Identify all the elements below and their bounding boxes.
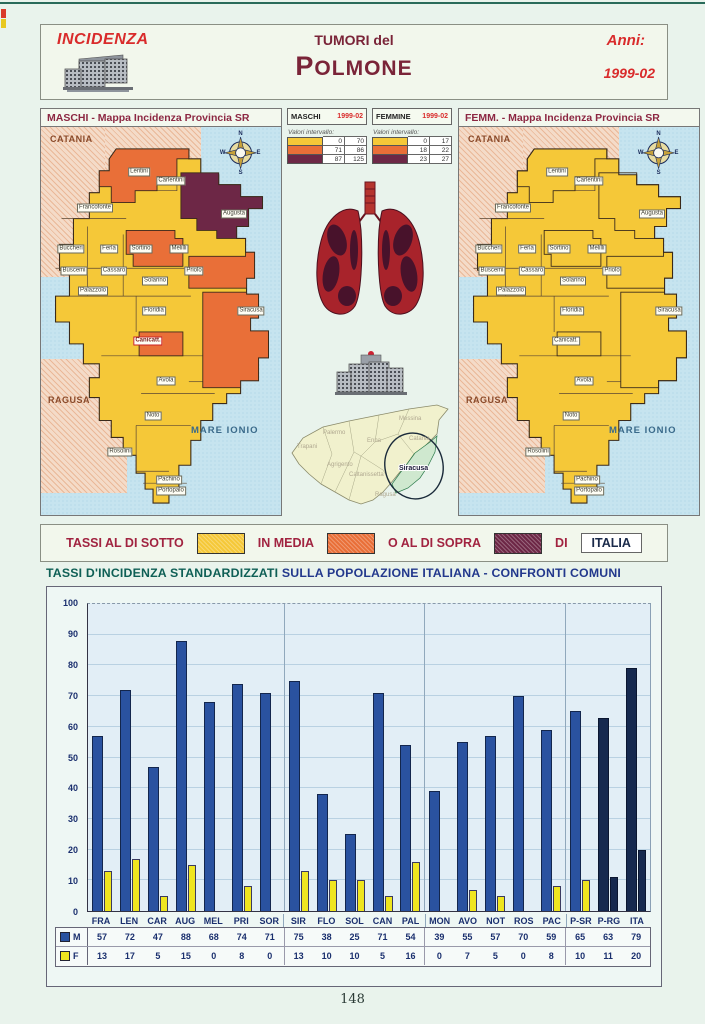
value-F-FLO: 10: [321, 951, 332, 961]
x-label-CAR: CAR: [147, 916, 167, 926]
map-label-Melilli: Melilli: [589, 245, 605, 252]
y-tick-label: 0: [72, 907, 78, 917]
bar-group-FRA: [88, 604, 116, 911]
bar-m-CAN: [373, 693, 384, 911]
bar-group-CAR: [144, 604, 172, 911]
x-label-P-SR: P-SR: [570, 916, 592, 926]
interval-min: 0: [408, 136, 430, 146]
value-F-CAR: 5: [155, 951, 161, 961]
catania-label: CATANIA: [468, 134, 511, 144]
map-label-Solarino: Solarino: [143, 277, 167, 284]
x-label-ROS: ROS: [513, 916, 534, 926]
y-axis: [47, 598, 83, 917]
bar-group-SOL: [341, 604, 369, 911]
legend-sopra-swatch: [494, 533, 542, 554]
bar-group-SIR: [285, 604, 313, 911]
x-label-CAN: CAN: [372, 916, 393, 926]
map-label-Buscemi: Buscemi: [62, 267, 86, 274]
x-label-LEN: LEN: [120, 916, 139, 926]
value-M-SOL: 25: [349, 932, 360, 942]
map-label-Ferla: Ferla: [102, 245, 116, 252]
interval-rows: [372, 137, 452, 164]
value-F-P-SR: 10: [575, 951, 586, 961]
value-F-PAL: 16: [396, 947, 425, 965]
value-M-AUG: 88: [180, 932, 191, 942]
interval-swatch: [372, 146, 408, 155]
femmine-map-header: FEMM. - Mappa Incidenza Provincia SR: [458, 108, 700, 127]
value-M-PAL: 54: [396, 928, 425, 946]
bar-f-P-SR: [582, 880, 590, 911]
interval-table-years: 1999-02: [422, 113, 448, 120]
map-label-Siracusa: Siracusa: [657, 307, 681, 314]
map-label-Portopalo: Portopalo: [158, 487, 184, 494]
bar-group-AUG: [172, 604, 200, 911]
sicily-locator-map: [287, 396, 453, 516]
bar-m-AVO: [457, 742, 468, 911]
svg-text:S: S: [238, 169, 243, 176]
map-label-Portopalo: Portopalo: [576, 487, 602, 494]
interval-swatch: [372, 137, 408, 146]
bar-group-LEN: [116, 604, 144, 911]
value-M-PRI: 74: [236, 932, 247, 942]
bar-m-ROS: [513, 696, 524, 911]
table-row-F: [56, 946, 650, 965]
maschi-map: [40, 127, 282, 516]
map-label-Siracusa: Siracusa: [239, 307, 263, 314]
svg-text:E: E: [256, 149, 261, 156]
map-label-Carlentini: Carlentini: [576, 177, 602, 184]
ragusa-label: RAGUSA: [48, 395, 91, 405]
legend-media-label: IN MEDIA: [257, 536, 314, 550]
bar-group-P-SR: [566, 604, 594, 911]
bar-m-MEL: [204, 702, 215, 911]
bar-m-SOR: [260, 693, 271, 911]
y-tick-label: 40: [67, 783, 78, 794]
map-label-Avola: Avola: [576, 377, 592, 384]
map-label-Lentini: Lentini: [130, 168, 148, 175]
value-M-ROS: 70: [518, 932, 529, 942]
page-title-line1: TUMORI del: [314, 32, 394, 48]
y-tick-label: 80: [67, 659, 78, 670]
valori-intervallo-label: Valori intervallo:: [373, 129, 420, 136]
maschi-map-header: MASCHI - Mappa Incidenza Provincia SR: [40, 108, 282, 127]
bar-group-AVO: [453, 604, 481, 911]
value-M-SIR: 75: [293, 932, 304, 942]
interval-swatch: [372, 155, 408, 164]
compass-rose: [638, 131, 679, 176]
bar-group-ITA: [622, 604, 650, 911]
sicily-label-Trapani: Trapani: [297, 444, 318, 450]
interval-row: [372, 155, 452, 164]
series-letter: M: [73, 932, 81, 942]
x-label-ITA: ITA: [629, 916, 644, 926]
svg-text:W: W: [219, 149, 226, 156]
x-label-NOT: NOT: [486, 916, 506, 926]
x-label-P-RG: P-RG: [597, 916, 621, 926]
chart-title: TASSI D'INCIDENZA STANDARDIZZATI SULLA POPOLAZIONE ITALIANA - CONFRONTI COMUNI: [46, 566, 622, 580]
bar-f-CAN: [385, 896, 393, 911]
map-label-Carlentini: Carlentini: [158, 177, 184, 184]
legend-sopra-label: O AL DI SOPRA: [387, 536, 482, 550]
legend-below-label: TASSI AL DI SOTTO: [66, 536, 184, 550]
bar-m-PAL: [400, 745, 411, 911]
bar-m-FLO: [317, 794, 328, 911]
bar-group-PAC: [537, 604, 566, 911]
bar-m-SIR: [289, 681, 300, 911]
interval-min: 23: [408, 154, 430, 164]
y-tick-label: 30: [67, 814, 78, 825]
table-legend-M: [56, 928, 88, 946]
bar-f-ITA: [638, 850, 646, 911]
value-F-SOR: 0: [256, 947, 285, 965]
interval-swatch: [287, 155, 323, 164]
value-F-MEL: 0: [211, 951, 217, 961]
map-label-Priolo: Priolo: [604, 267, 620, 274]
bar-group-ROS: [509, 604, 537, 911]
sicily-label-Catania: Catania: [409, 436, 430, 442]
map-label-Floridia: Floridia: [562, 307, 582, 314]
x-label-MON: MON: [429, 916, 451, 926]
value-F-MON: 0: [436, 951, 442, 961]
svg-text:N: N: [656, 130, 661, 137]
legend-square-M: [60, 932, 70, 942]
bar-group-P-RG: [594, 604, 622, 911]
value-M-P-SR: 65: [575, 932, 586, 942]
bar-m-PRI: [232, 684, 243, 911]
legend-media-swatch: [327, 533, 375, 554]
bar-f-LEN: [132, 859, 140, 911]
map-label-Francofonte: Francofonte: [78, 204, 112, 211]
y-tick-label: 60: [67, 721, 78, 732]
value-F-LEN: 17: [124, 951, 135, 961]
bar-group-FLO: [313, 604, 341, 911]
map-label-Buscemi: Buscemi: [480, 267, 504, 274]
bar-m-ITA: [626, 668, 637, 911]
bar-f-P-RG: [610, 877, 618, 911]
value-F-SIR: 13: [293, 951, 304, 961]
value-F-AUG: 15: [180, 951, 191, 961]
bar-f-PRI: [244, 886, 252, 911]
map-label-Ferla: Ferla: [520, 245, 534, 252]
interval-min: 87: [323, 154, 345, 164]
province-silhouette: [474, 149, 687, 503]
map-label-Augusta: Augusta: [640, 210, 664, 217]
x-label-SOL: SOL: [345, 916, 364, 926]
map-label-Sortino: Sortino: [549, 245, 569, 252]
value-F-CAN: 5: [380, 951, 386, 961]
legend-italia-box: ITALIA: [581, 533, 642, 553]
map-label-Buccheri: Buccheri: [477, 245, 501, 252]
plot-area: [87, 603, 651, 912]
value-F-ROS: 0: [520, 951, 526, 961]
lungs-illustration: [299, 178, 441, 340]
page-header: [40, 24, 668, 100]
x-label-AVO: AVO: [458, 916, 478, 926]
map-label-Sortino: Sortino: [131, 245, 151, 252]
x-label-MEL: MEL: [203, 916, 223, 926]
top-rule: [0, 2, 705, 4]
legend-below-swatch: [197, 533, 245, 554]
bar-group-PAL: [396, 604, 425, 911]
bar-m-SOL: [345, 834, 356, 911]
bar-f-SOL: [357, 880, 365, 911]
value-M-CAN: 71: [377, 932, 388, 942]
bar-f-NOT: [497, 896, 505, 911]
interval-max: 70: [345, 136, 367, 146]
map-label-Rosolini: Rosolini: [527, 448, 549, 455]
map-label-Buccheri: Buccheri: [59, 245, 83, 252]
value-F-ITA: 20: [631, 951, 642, 961]
x-label-PRI: PRI: [233, 916, 249, 926]
svg-text:S: S: [656, 169, 661, 176]
maschi-map-panel: [40, 108, 282, 516]
bar-group-NOT: [481, 604, 509, 911]
bar-group-PRI: [228, 604, 256, 911]
value-M-PAC: 59: [537, 928, 566, 946]
maschi-interval-table: [287, 108, 367, 164]
value-F-AVO: 7: [464, 951, 470, 961]
interval-table-title: FEMMINE: [376, 112, 411, 121]
map-label-Lentini: Lentini: [548, 168, 566, 175]
interval-table-title: MASCHI: [291, 112, 321, 121]
compass-rose: [220, 131, 261, 176]
x-label-PAC: PAC: [538, 914, 567, 929]
svg-text:N: N: [238, 130, 243, 137]
value-F-NOT: 5: [492, 951, 498, 961]
interval-min: 71: [323, 145, 345, 155]
value-M-NOT: 57: [490, 932, 501, 942]
interval-min: 0: [323, 136, 345, 146]
sicily-label-Messina: Messina: [399, 416, 422, 422]
x-label-SOR: SOR: [255, 914, 284, 929]
map-label-Avola: Avola: [158, 377, 174, 384]
table-legend-F: [56, 947, 88, 965]
interval-swatch: [287, 146, 323, 155]
years-label: Anni:: [606, 32, 645, 49]
interval-max: 17: [430, 136, 452, 146]
map-label-Pachino: Pachino: [576, 476, 598, 483]
mare-ionio-label: MARE IONIO: [609, 425, 677, 436]
value-M-P-RG: 63: [603, 932, 614, 942]
femmine-map: [458, 127, 700, 516]
value-M-FLO: 38: [321, 932, 332, 942]
y-tick-label: 10: [67, 876, 78, 887]
bar-f-AVO: [469, 890, 477, 911]
value-M-MEL: 68: [208, 932, 219, 942]
sicily-label-Caltanissetta: Caltanissetta: [349, 472, 384, 478]
legend-di-label: DI: [555, 536, 568, 550]
map-label-Pachino: Pachino: [158, 476, 180, 483]
bar-m-P-SR: [570, 711, 581, 911]
series-letter: F: [73, 951, 79, 961]
map-label-Palazzolo: Palazzolo: [497, 287, 525, 294]
legend-square-F: [60, 951, 70, 961]
y-tick-label: 20: [67, 845, 78, 856]
map-label-Noto: Noto: [146, 412, 160, 418]
sicily-label-Agrigento: Agrigento: [327, 462, 353, 468]
bar-m-CAR: [148, 767, 159, 911]
data-table: [55, 927, 651, 967]
bar-m-NOT: [485, 736, 496, 911]
bar-m-AUG: [176, 641, 187, 911]
bar-group-MON: [425, 604, 453, 911]
value-F-FRA: 13: [96, 951, 107, 961]
x-label-FRA: FRA: [91, 916, 111, 926]
registry-building-icon-small: [333, 350, 409, 396]
sicily-label-Enna: Enna: [367, 438, 382, 444]
bar-m-MON: [429, 791, 440, 911]
map-label-Rosolini: Rosolini: [109, 448, 131, 455]
registration-mark-red: [1, 9, 6, 18]
bar-f-FRA: [104, 871, 112, 911]
femmine-interval-table: [372, 108, 452, 164]
interval-max: 27: [430, 154, 452, 164]
map-label-Priolo: Priolo: [186, 267, 202, 274]
bar-f-AUG: [188, 865, 196, 911]
interval-table-years: 1999-02: [337, 113, 363, 120]
y-tick-label: 70: [67, 690, 78, 701]
value-F-PRI: 8: [239, 951, 245, 961]
sicily-label-Ragusa: Ragusa: [375, 492, 396, 498]
interval-swatch: [287, 137, 323, 146]
x-label-AUG: AUG: [175, 916, 196, 926]
mare-ionio-label: MARE IONIO: [191, 425, 259, 436]
catania-label: CATANIA: [50, 134, 93, 144]
bar-m-LEN: [120, 690, 131, 911]
value-M-CAR: 47: [152, 932, 163, 942]
value-M-LEN: 72: [124, 932, 135, 942]
map-label-Palazzolo: Palazzolo: [79, 287, 107, 294]
page-title-line2: POLMONE: [295, 51, 413, 81]
map-label-Francofonte: Francofonte: [496, 204, 530, 211]
bar-f-FLO: [329, 880, 337, 911]
y-tick-label: 50: [67, 752, 78, 763]
x-label-PAL: PAL: [397, 914, 426, 929]
bar-group-CAN: [369, 604, 397, 911]
value-F-PAC: 8: [537, 947, 566, 965]
bar-m-PAC: [541, 730, 552, 911]
map-label-Augusta: Augusta: [222, 210, 246, 217]
value-M-AVO: 55: [462, 932, 473, 942]
svg-text:E: E: [674, 149, 679, 156]
sicily-label-Siracusa: Siracusa: [399, 465, 429, 472]
bar-f-PAC: [553, 886, 561, 911]
page-number: 148: [340, 992, 365, 1007]
y-tick-label: 90: [67, 628, 78, 639]
bar-m-P-RG: [598, 718, 609, 911]
bar-m-FRA: [92, 736, 103, 911]
valori-intervallo-label: Valori intervallo:: [288, 129, 335, 136]
x-label-FLO: FLO: [317, 916, 336, 926]
map-label-Canicatt.: Canicatt.: [135, 337, 161, 344]
sicily-label-Palermo: Palermo: [323, 430, 346, 436]
x-label-SIR: SIR: [290, 916, 306, 926]
map-label-Solarino: Solarino: [561, 277, 585, 284]
rate-legend: [40, 524, 668, 562]
interval-max: 125: [345, 154, 367, 164]
map-label-Canicatt.: Canicatt.: [554, 337, 578, 344]
value-M-FRA: 57: [96, 932, 107, 942]
ragusa-label: RAGUSA: [466, 395, 509, 405]
bar-f-CAR: [160, 896, 168, 911]
years-value: 1999-02: [603, 65, 655, 81]
bar-f-SIR: [301, 871, 309, 911]
value-F-SOL: 10: [349, 951, 360, 961]
interval-row: [287, 155, 367, 164]
value-M-SOR: 71: [256, 928, 285, 946]
y-tick-label: 100: [62, 598, 78, 608]
map-label-Melilli: Melilli: [171, 245, 187, 252]
interval-min: 18: [408, 145, 430, 155]
bar-chart: [46, 586, 662, 987]
bar-f-PAL: [412, 862, 420, 911]
map-label-Cassaro: Cassaro: [102, 267, 126, 274]
interval-rows: [287, 137, 367, 164]
value-M-MON: 39: [434, 932, 445, 942]
registration-mark-yellow: [1, 19, 6, 28]
incidenza-label: INCIDENZA: [57, 31, 149, 48]
bar-group-SOR: [256, 604, 285, 911]
value-F-P-RG: 11: [603, 951, 613, 961]
map-label-Noto: Noto: [564, 412, 578, 418]
map-label-Floridia: Floridia: [144, 307, 164, 314]
interval-max: 86: [345, 145, 367, 155]
interval-max: 22: [430, 145, 452, 155]
value-M-ITA: 79: [631, 932, 642, 942]
femmine-map-panel: [458, 108, 700, 516]
svg-text:W: W: [637, 149, 644, 156]
bar-group-MEL: [200, 604, 228, 911]
map-label-Cassaro: Cassaro: [520, 267, 544, 274]
table-row-M: [56, 928, 650, 946]
